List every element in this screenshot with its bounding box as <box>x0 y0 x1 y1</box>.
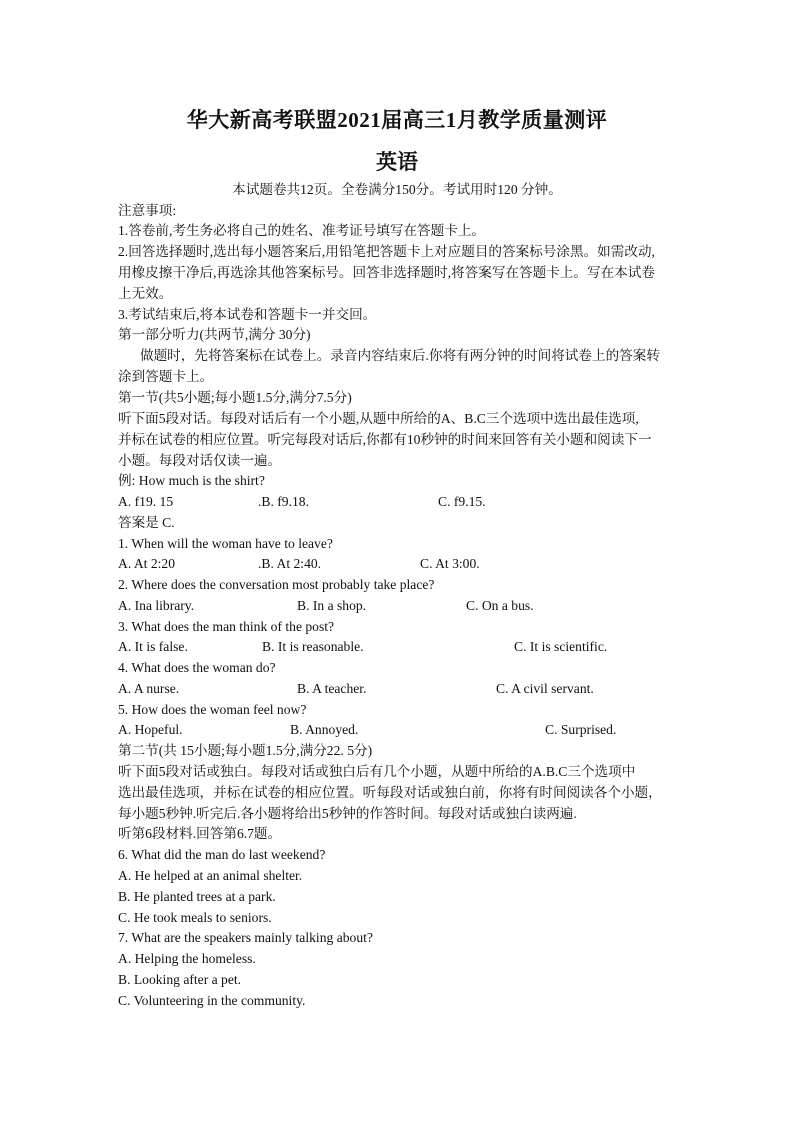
q4-option-c: C. A civil servant. <box>496 681 594 696</box>
notice-heading: 注意事项: <box>118 203 177 218</box>
question-1: 1. When will the woman have to leave? <box>118 536 333 551</box>
notice-item-3: 3.考试结束后,将本试卷和答题卡一并交回。 <box>118 307 377 322</box>
example-option-a: A. f19. 15 <box>118 494 174 509</box>
question-7: 7. What are the speakers mainly talking about? <box>118 930 373 945</box>
notice-item-2-line-3: 上无效。 <box>118 286 173 301</box>
question-2: 2. Where does the conversation most probably take place? <box>118 577 435 592</box>
q5-option-c: C. Surprised. <box>545 722 617 737</box>
exam-info: 本试题卷共12页。全卷满分150分。考试用时120 分钟。 <box>232 182 562 197</box>
q4-option-a: A. A nurse. <box>118 681 180 696</box>
q3-option-c: C. It is scientific. <box>514 639 608 654</box>
q5-option-a: A. Hopeful. <box>118 722 183 737</box>
section1-heading: 第一节(共5小题;每小题1.5分,满分7.5分) <box>118 390 352 405</box>
part1-instruction-line-1: 做题时，先将答案标在试卷上。录音内容结束后.你将有两分钟的时间将试卷上的答案转 <box>140 348 660 363</box>
question-1-options <box>0 554 794 574</box>
example-options <box>0 492 794 512</box>
section2-instruction-line-1: 听下面5段对话或独白。每段对话或独白后有几个小题，从题中所给的A.B.C三个选项中 <box>118 764 636 779</box>
q2-option-a: A. Ina library. <box>118 598 195 613</box>
q7-option-b: B. Looking after a pet. <box>118 972 242 987</box>
section1-instruction-line-2: 并标在试卷的相应位置。听完每段对话后,你都有10秒钟的时间来回答有关小题和阅读下一 <box>118 432 652 447</box>
notice-item-2-line-1: 2.回答选择题时,选出每小题答案后,用铅笔把答题卡上对应题目的答案标号涂黑。如需改动, <box>118 244 655 259</box>
subject-title: 英语 <box>376 150 418 174</box>
section1-instruction-line-1: 听下面5段对话。每段对话后有一个小题,从题中所给的A、B.C三个选项中选出最佳选项, <box>118 411 639 426</box>
q6-option-b: B. He planted trees at a park. <box>118 889 276 904</box>
q7-option-c: C. Volunteering in the community. <box>118 993 306 1008</box>
q7-option-a: A. Helping the homeless. <box>118 951 256 966</box>
question-5-options <box>0 720 794 740</box>
question-3-options <box>0 637 794 657</box>
question-4-options <box>0 679 794 699</box>
part1-heading: 第一部分听力(共两节,满分 30分) <box>118 327 311 342</box>
q3-option-b: B. It is reasonable. <box>262 639 364 654</box>
q2-option-c: C. On a bus. <box>466 598 534 613</box>
part1-instruction-line-2: 涂到答题卡上。 <box>118 369 214 384</box>
section2-instruction-line-2: 选出最佳选项，并标在试卷的相应位置。听每段对话或独白前，你将有时间阅读各个小题， <box>118 785 662 800</box>
material-6-instruction: 听第6段材料.回答第6.7题。 <box>118 826 282 841</box>
q6-option-a: A. He helped at an animal shelter. <box>118 868 303 883</box>
question-5: 5. How does the woman feel now? <box>118 702 307 717</box>
q2-option-b: B. In a shop. <box>297 598 367 613</box>
section1-instruction-line-3: 小题。每段对话仅读一遍。 <box>118 453 282 468</box>
exam-title: 华大新高考联盟2021届高三1月教学质量测评 <box>186 108 608 132</box>
q1-option-c: C. At 3:00. <box>420 556 480 571</box>
example-question: 例: How much is the shirt? <box>118 473 265 488</box>
question-6: 6. What did the man do last weekend? <box>118 847 326 862</box>
section2-instruction-line-3: 每小题5秒钟.听完后.各小题将给出5秒钟的作答时间。每段对话或独白读两遍. <box>118 806 577 821</box>
q5-option-b: B. Annoyed. <box>290 722 359 737</box>
q6-option-c: C. He took meals to seniors. <box>118 910 272 925</box>
example-option-b: .B. f9.18. <box>258 494 309 509</box>
q3-option-a: A. It is false. <box>118 639 188 654</box>
example-option-c: C. f9.15. <box>438 494 486 509</box>
question-2-options <box>0 596 794 616</box>
q1-option-b: .B. At 2:40. <box>258 556 322 571</box>
example-answer: 答案是 C. <box>118 515 175 530</box>
q4-option-b: B. A teacher. <box>297 681 367 696</box>
notice-item-1: 1.答卷前,考生务必将自己的姓名、准考证号填写在答题卡上。 <box>118 223 486 238</box>
q1-option-a: A. At 2:20 <box>118 556 176 571</box>
question-4: 4. What does the woman do? <box>118 660 276 675</box>
question-3: 3. What does the man think of the post? <box>118 619 335 634</box>
notice-item-2-line-2: 用橡皮擦干净后,再选涂其他答案标号。回答非选择题时,将答案写在答题卡上。写在本试卷 <box>118 265 655 280</box>
section2-heading: 第二节(共 15小题;每小题1.5分,满分22. 5分) <box>118 743 373 758</box>
